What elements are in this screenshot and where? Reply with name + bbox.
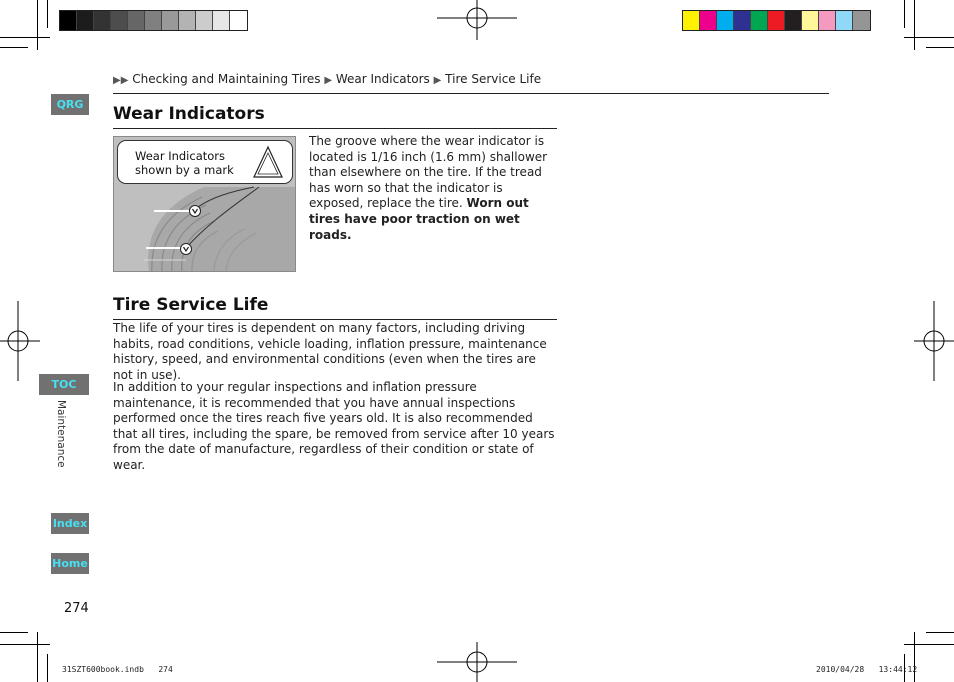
grayscale-swatch-bar [59, 10, 248, 31]
swatch [700, 11, 717, 30]
wear-indicator-warning: Worn out tires have poor traction on wet roads. [309, 196, 529, 242]
toc-button[interactable]: TOC [39, 374, 89, 395]
page-number: 274 [64, 601, 89, 616]
wear-mark-icon [179, 242, 193, 256]
wear-indicator-figure [113, 136, 296, 272]
swatch [768, 11, 785, 30]
breadcrumb-arrow-icon: ▶ [433, 75, 442, 86]
registration-mark-bottom [437, 642, 517, 682]
swatch [751, 11, 768, 30]
wear-indicator-text: The groove where the wear indicator is located is 1/16 inch (1.6 mm) shallower than elsewhere on the tire. If the tread has worn so that the indicator is exposed, replace the tire. [309, 134, 548, 211]
swatch [60, 11, 77, 30]
swatch [717, 11, 734, 30]
service-life-paragraph-2: In addition to your regular inspections and inflation pressure maintenance, it is recommended that you have annual inspections performed once the tires reach five years old. It is also recommended that all tires, including the spare, be removed from service after 10 years from the date of manufacture, regardless of their condition or state of wear. [113, 380, 555, 472]
section-rule-service [113, 319, 557, 320]
registration-mark-top [437, 0, 517, 40]
section-title-wear-indicators: Wear Indicators [113, 104, 265, 124]
swatch [196, 11, 213, 30]
swatch [94, 11, 111, 30]
color-swatch-bar [682, 10, 871, 31]
swatch [785, 11, 802, 30]
qrg-button[interactable]: QRG [51, 94, 89, 115]
breadcrumb [113, 72, 541, 86]
swatch [179, 11, 196, 30]
swatch [819, 11, 836, 30]
swatch [77, 11, 94, 30]
section-title-tire-service-life: Tire Service Life [113, 295, 269, 315]
swatch [128, 11, 145, 30]
breadcrumb-item-current: Tire Service Life [445, 72, 542, 86]
figure-callout-text: Wear Indicators shown by a mark [135, 149, 234, 177]
swatch [145, 11, 162, 30]
registration-mark-left [0, 301, 40, 381]
breadcrumb-arrow-icon: ▶ [324, 75, 333, 86]
header-rule [113, 93, 829, 94]
index-button[interactable]: Index [51, 513, 89, 534]
service-life-paragraph-1: The life of your tires is dependent on many factors, including driving habits, road conditions, vehicle loading, inflation pressure, maintenance history, speed, and environmental conditions (even when the tires are not in use). [113, 321, 547, 382]
registration-mark-right [914, 301, 954, 381]
swatch [802, 11, 819, 30]
swatch [111, 11, 128, 30]
warning-triangle-icon [252, 145, 284, 179]
swatch [162, 11, 179, 30]
swatch [213, 11, 230, 30]
wear-indicator-paragraph [309, 134, 557, 243]
breadcrumb-item-checking-tires[interactable]: Checking and Maintaining Tires [132, 72, 321, 86]
chapter-side-label: Maintenance [55, 400, 67, 468]
swatch [734, 11, 751, 30]
breadcrumb-double-arrow-icon: ▶▶ [113, 75, 129, 86]
print-slug-left: 31SZT600book.indb 274 [62, 665, 173, 674]
section-rule-wear [113, 128, 557, 129]
wear-mark-icon [188, 204, 202, 218]
swatch [683, 11, 700, 30]
breadcrumb-item-wear-indicators[interactable]: Wear Indicators [335, 72, 430, 86]
swatch [836, 11, 853, 30]
figure-callout-box [117, 140, 293, 184]
home-button[interactable]: Home [51, 553, 89, 574]
swatch [230, 11, 247, 30]
swatch [853, 11, 870, 30]
print-slug-right: 2010/04/28 13:44:12 [816, 665, 918, 674]
